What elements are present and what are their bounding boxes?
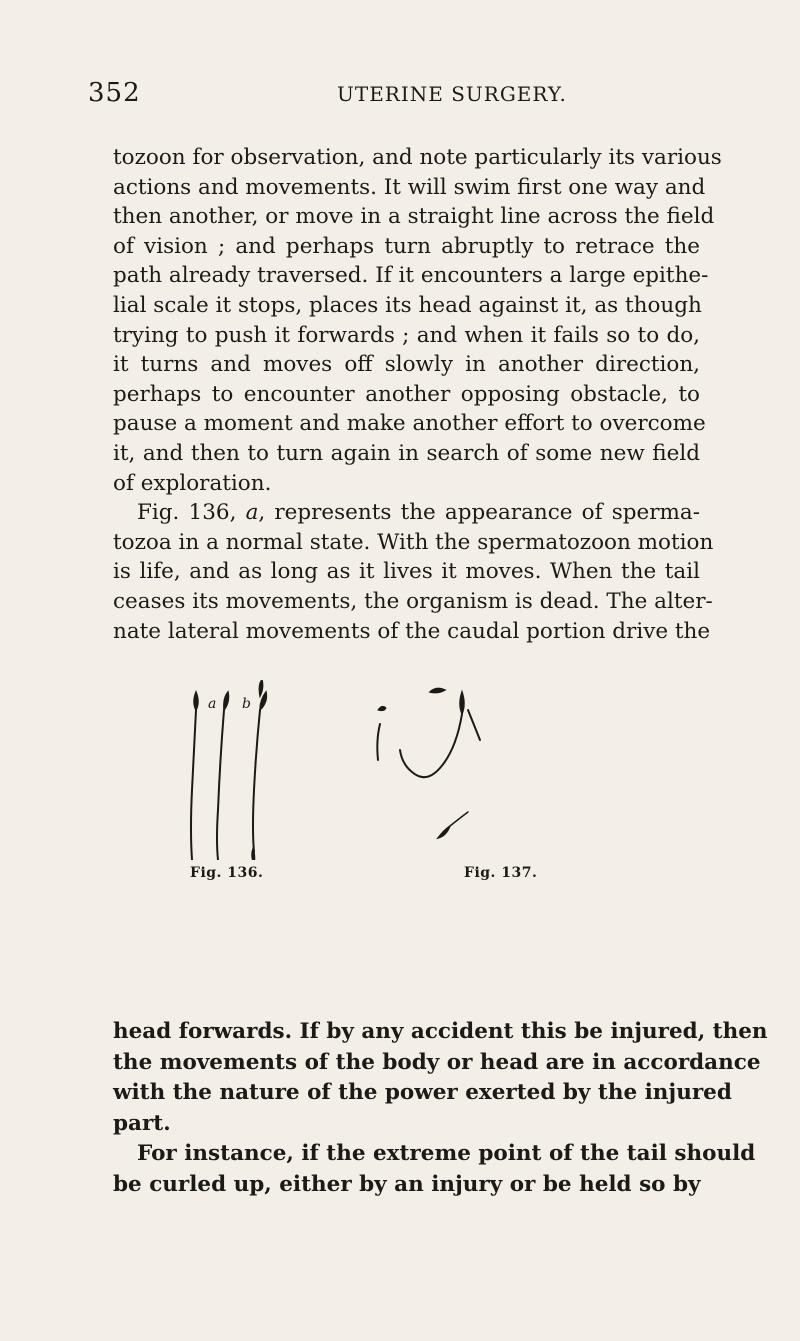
body-text-bottom [113,1017,768,1200]
fig-ref-rest: , represents the appearance of sperma- [258,500,700,526]
text-line: tozoa in a normal state. With the spermatozoon motion [113,529,714,555]
text-line: with the nature of the power exerted by the injured [113,1080,732,1105]
sperm-head [438,826,450,838]
figure-label-b: b [242,696,251,712]
text-line: be curled up, either by an injury or be held so by [113,1171,701,1197]
text-line: actions and movements. It will swim first one way and [113,174,706,200]
body-text-top [113,143,722,646]
text-line: then another, or move in a straight line across the field [113,204,715,230]
page-header [0,78,800,114]
sperm-tail [400,714,462,777]
text-line-fig-ref [113,498,700,528]
fig-ref-lead: Fig. 136, [137,500,246,526]
text-line: pause a moment and make another effort to overcome [113,411,706,437]
text-line: of vision ; and perhaps turn abruptly to retrace the [113,233,700,259]
sperm-tail [468,710,480,740]
text-line: the movements of the body or head are in accordance [113,1049,761,1075]
text-line: tozoon for observation, and note particularly its various [113,145,722,170]
sperm-tail [217,710,224,860]
text-line: trying to push it forwards ; and when it fails so to do, [113,322,700,348]
sperm-head [259,680,262,696]
text-line: nate lateral movements of the caudal portion drive the [113,618,711,644]
sperm-tail [377,724,380,760]
figure-label-a: a [208,696,217,712]
sperm-tail [450,812,468,826]
sperm-tail [191,710,196,860]
text-line: ceases its movements, the organism is dead. The alter- [113,588,713,614]
text-line: it turns and moves off slowly in another direction, [113,352,700,378]
figure-caption-136: Fig. 136. [190,865,264,881]
sperm-head [224,692,229,710]
figure-area [190,680,630,910]
spermatozoa-illustration [190,680,630,860]
text-line: part. [113,1110,171,1136]
text-line: lial scale it stops, places its head against it, as though [113,292,702,318]
text-line: is life, and as long as it lives it moves. When the tail [113,559,700,585]
figure-caption-137: Fig. 137. [464,865,538,881]
text-line: of exploration. [113,470,272,496]
sperm-head [378,706,386,710]
text-line: path already traversed. If it encounters a large epithe- [113,263,709,289]
text-line: For instance, if the extreme point of the tail should [137,1141,756,1166]
page-number: 352 [88,78,141,108]
sperm-tail [253,710,260,852]
sperm-head [194,692,198,710]
sperm-head [430,688,445,692]
fig-ref-letter: a [245,500,259,526]
sperm-head [460,692,464,714]
text-line: head forwards. If by any accident this be injured, then [113,1019,768,1044]
running-title: UTERINE SURGERY. [337,82,567,106]
text-line: perhaps to encounter another opposing obstacle, to [113,381,700,407]
text-line: it, and then to turn again in search of some new field [113,440,700,466]
